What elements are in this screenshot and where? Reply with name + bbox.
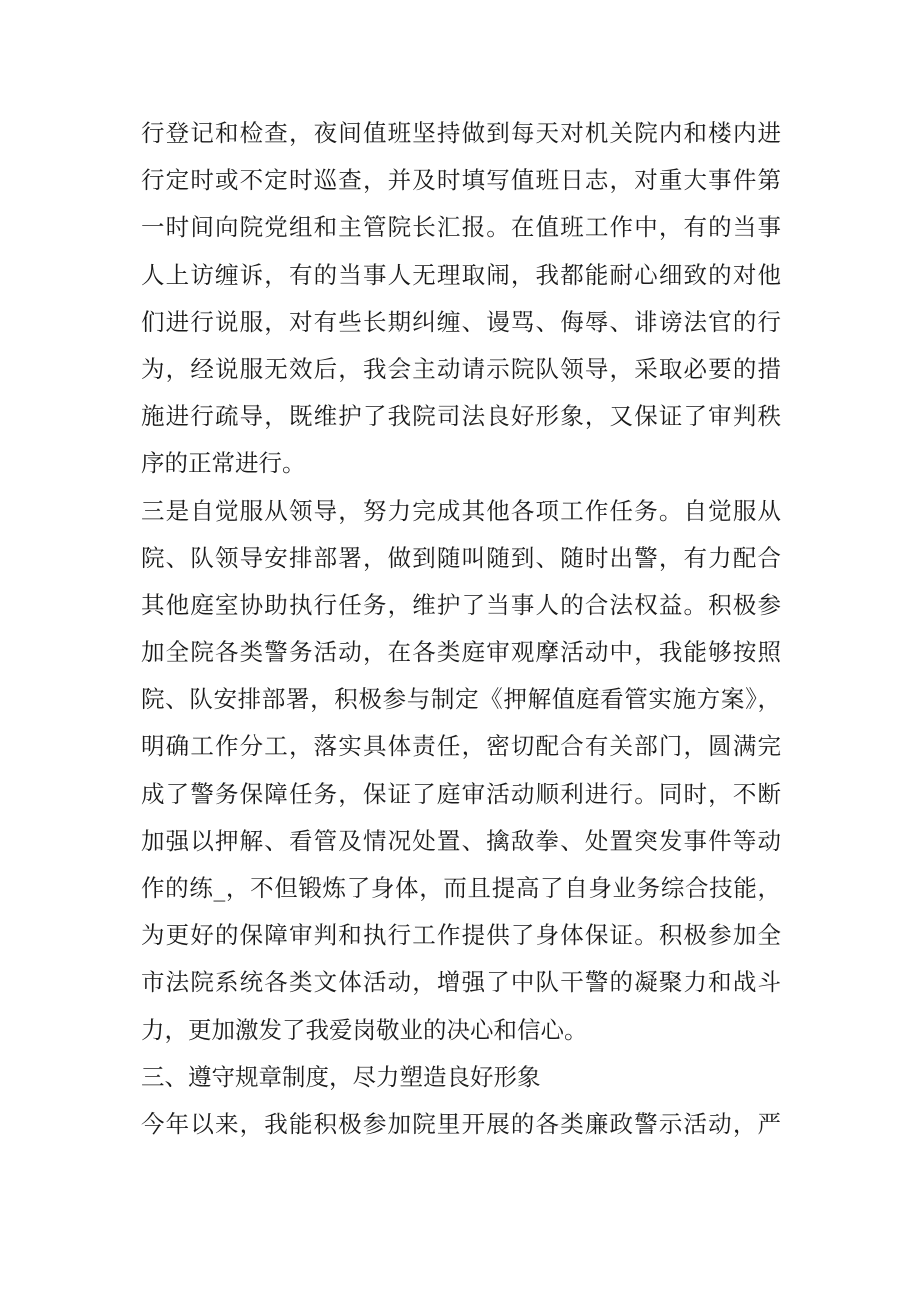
text-line: 市法院系统各类文体活动，增强了中队干警的凝聚力和战斗 [141,968,781,997]
text-line: 序的正常进行。 [141,449,306,478]
text-line: 一时间向院党组和主管院长汇报。在值班工作中，有的当事 [141,213,781,242]
text-line: 施进行疏导，既维护了我院司法良好形象，又保证了审判秩 [141,402,781,431]
text-line: 行登记和检查，夜间值班坚持做到每天对机关院内和楼内进 [141,119,781,147]
text-line: 其他庭室协助执行任务，维护了当事人的合法权益。积极参 [141,590,781,619]
text-line: 加全院各类警务活动，在各类庭审观摩活动中，我能够按照 [141,638,781,667]
section-heading: 三、遵守规章制度，尽力塑造良好形象 [141,1062,541,1091]
text-line: 三是自觉服从领导，努力完成其他各项工作任务。自觉服从 [141,496,781,525]
text-line: 作的练_，不但锻炼了身体，而且提高了自身业务综合技能， [141,874,781,902]
text-line: 为，经说服无效后，我会主动请示院队领导，采取必要的措 [141,354,781,383]
text-line: 院、队领导安排部署，做到随叫随到、随时出警，有力配合 [141,543,781,572]
text-line: 明确工作分工，落实具体责任，密切配合有关部门，圆满完 [141,732,781,761]
body-text [141,110,781,1148]
text-line: 今年以来，我能积极参加院里开展的各类廉政警示活动，严 [141,1109,781,1138]
text-line: 力，更加激发了我爱岗敬业的决心和信心。 [141,1015,588,1044]
text-line: 加强以押解、看管及情况处置、擒敌拳、处置突发事件等动 [141,826,781,855]
text-line: 成了警务保障任务，保证了庭审活动顺利进行。同时，不断 [141,779,781,808]
text-line: 们进行说服，对有些长期纠缠、谩骂、侮辱、诽谤法官的行 [141,307,781,336]
text-line: 人上访缠诉，有的当事人无理取闹，我都能耐心细致的对他 [141,260,781,289]
text-line: 院、队安排部署，积极参与制定《押解值庭看管实施方案》， [141,685,781,714]
text-line: 行定时或不定时巡查，并及时填写值班日志，对重大事件第 [141,166,781,195]
text-line: 为更好的保障审判和执行工作提供了身体保证。积极参加全 [141,921,781,950]
